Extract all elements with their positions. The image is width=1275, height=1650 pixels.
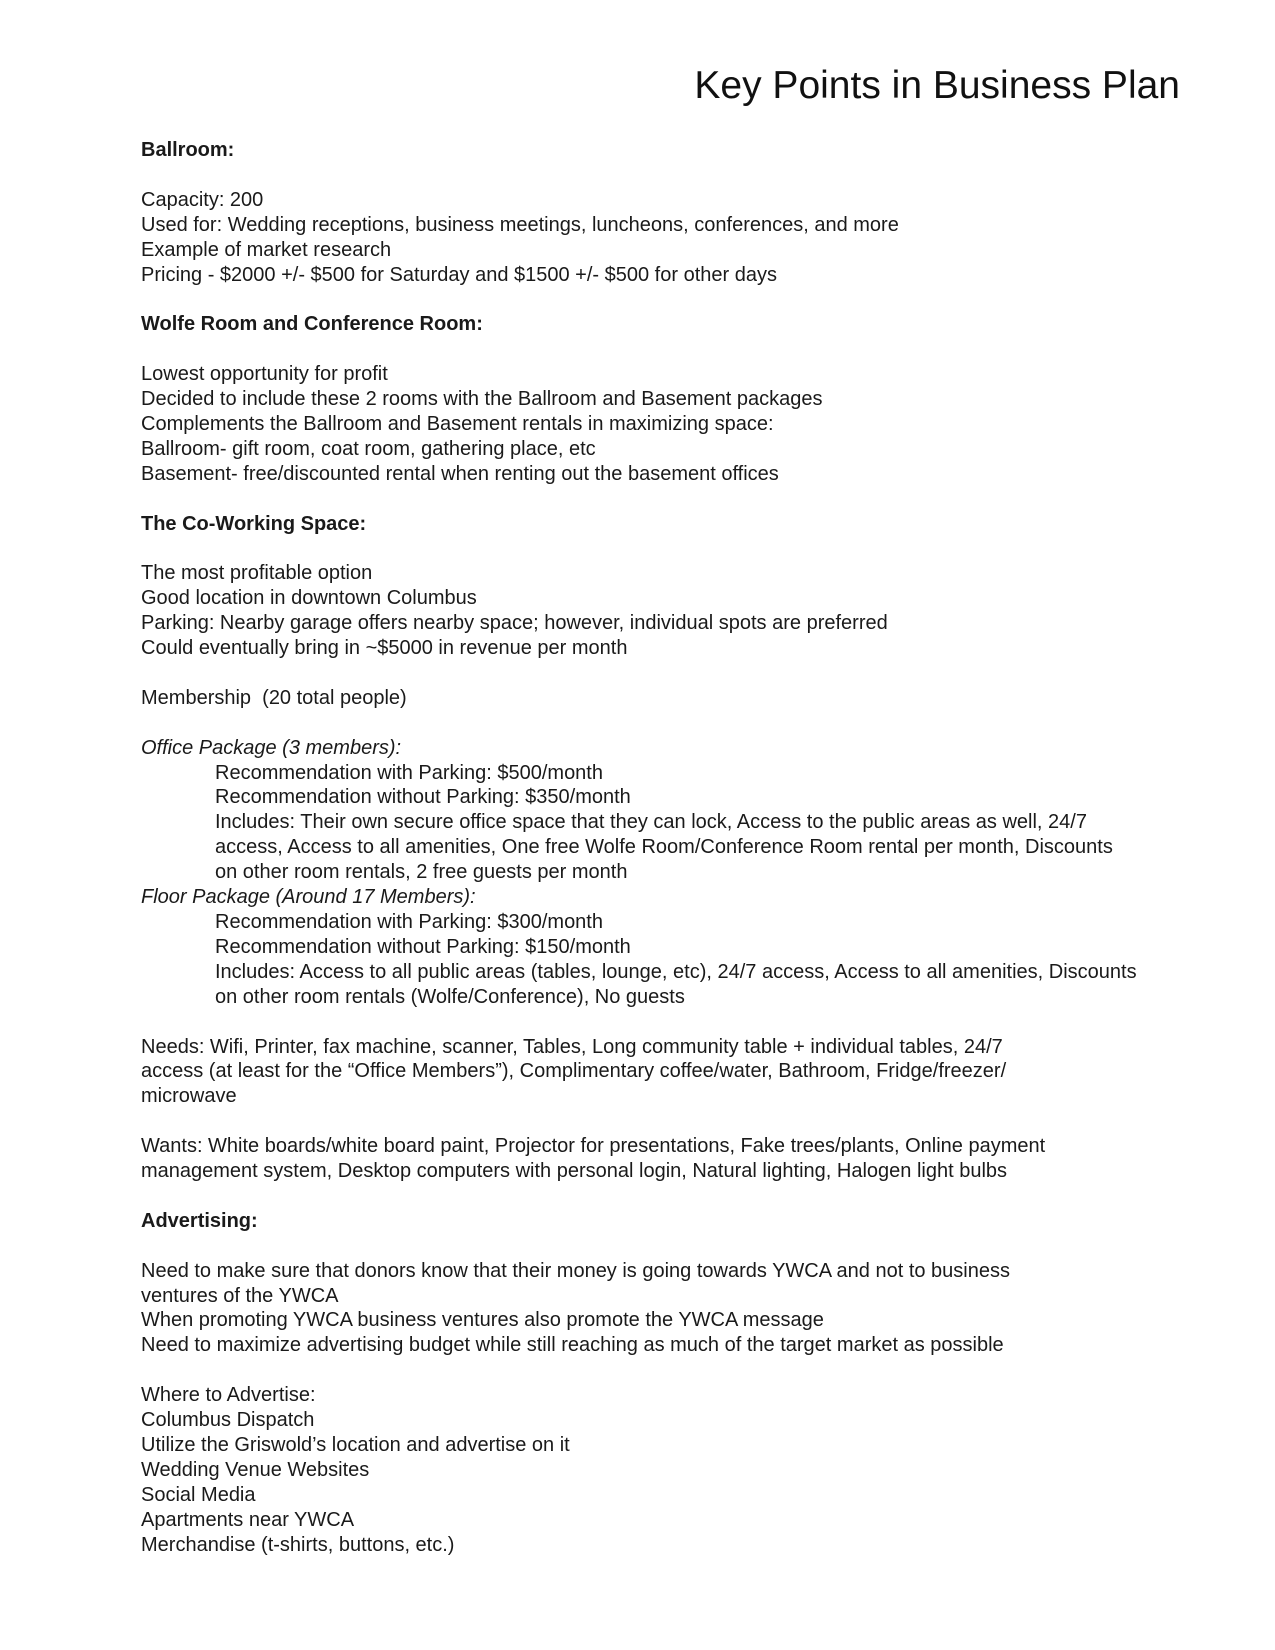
wolfe-line: Lowest opportunity for profit	[141, 363, 388, 386]
ballroom-line: Capacity: 200	[141, 188, 264, 211]
advertising-line: Need to maximize advertising budget while still reaching as much of the target market as possible	[141, 1334, 1004, 1357]
page-title: Key Points in Business Plan	[694, 64, 1180, 107]
floor-package-with-parking: Recommendation with Parking: $300/month	[215, 910, 603, 933]
where-to-advertise-heading: Where to Advertise:	[141, 1384, 316, 1407]
section-heading-advertising: Advertising:	[141, 1209, 258, 1232]
office-package-title: Office Package (3 members):	[141, 736, 402, 759]
ballroom-line: Pricing - $2000 +/- $500 for Saturday and $1500 +/- $500 for other days	[141, 263, 777, 286]
floor-package-includes: Includes: Access to all public areas (tables, lounge, etc), 24/7 access, Access to all amenities, Discounts on other room rentals (Wolfe/Conference), No guests	[215, 960, 1137, 1008]
coworking-line: Good location in downtown Columbus	[141, 587, 477, 610]
wolfe-line: Complements the Ballroom and Basement rentals in maximizing space:	[141, 412, 774, 435]
section-heading-wolfe: Wolfe Room and Conference Room:	[141, 313, 483, 336]
floor-package-title: Floor Package (Around 17 Members):	[141, 886, 476, 909]
advertising-line: Need to make sure that donors know that their money is going towards YWCA and not to business ventures of the YWCA	[141, 1259, 1010, 1307]
section-heading-coworking: The Co-Working Space:	[141, 512, 367, 535]
wolfe-line: Decided to include these 2 rooms with the Ballroom and Basement packages	[141, 388, 823, 411]
document-body	[141, 138, 1141, 1557]
wolfe-line: Ballroom- gift room, coat room, gathering place, etc	[141, 437, 596, 460]
advertise-location: Wedding Venue Websites	[141, 1458, 370, 1481]
office-package-without-parking: Recommendation without Parking: $350/month	[215, 786, 631, 809]
ballroom-line: Used for: Wedding receptions, business meetings, luncheons, conferences, and more	[141, 213, 899, 236]
advertise-location: Columbus Dispatch	[141, 1409, 315, 1432]
section-heading-ballroom: Ballroom:	[141, 139, 235, 161]
needs-paragraph: Needs: Wifi, Printer, fax machine, scanner, Tables, Long community table + individual tables, 24/7 access (at least for the “Office Members”), Complimentary coffee/water, Bathroom, Fridge/freezer/ microwave	[141, 1035, 1007, 1108]
coworking-line: Could eventually bring in ~$5000 in revenue per month	[141, 637, 628, 660]
wants-paragraph: Wants: White boards/white board paint, Projector for presentations, Fake trees/plants, Online payment management system, Desktop computers with personal login, Natural lighting, Halogen light bulbs	[141, 1135, 1046, 1183]
office-package-includes: Includes: Their own secure office space that they can lock, Access to the public areas as well, 24/7 access, Access to all amenities, One free Wolfe Room/Conference Room rental per month, Discounts on other room rentals, 2 free guests per month	[215, 811, 1113, 884]
advertise-location: Merchandise (t-shirts, buttons, etc.)	[141, 1533, 455, 1556]
coworking-line: Parking: Nearby garage offers nearby space; however, individual spots are preferred	[141, 612, 888, 635]
advertise-location: Social Media	[141, 1483, 256, 1506]
advertise-location: Utilize the Griswold’s location and advertise on it	[141, 1433, 570, 1456]
office-package-with-parking: Recommendation with Parking: $500/month	[215, 761, 603, 784]
coworking-line: The most profitable option	[141, 562, 373, 585]
advertising-line: When promoting YWCA business ventures also promote the YWCA message	[141, 1309, 824, 1332]
ballroom-line: Example of market research	[141, 238, 392, 261]
wolfe-line: Basement- free/discounted rental when renting out the basement offices	[141, 462, 779, 485]
floor-package-without-parking: Recommendation without Parking: $150/month	[215, 935, 631, 958]
membership-line: Membership (20 total people)	[141, 686, 407, 709]
advertise-location: Apartments near YWCA	[141, 1508, 355, 1531]
